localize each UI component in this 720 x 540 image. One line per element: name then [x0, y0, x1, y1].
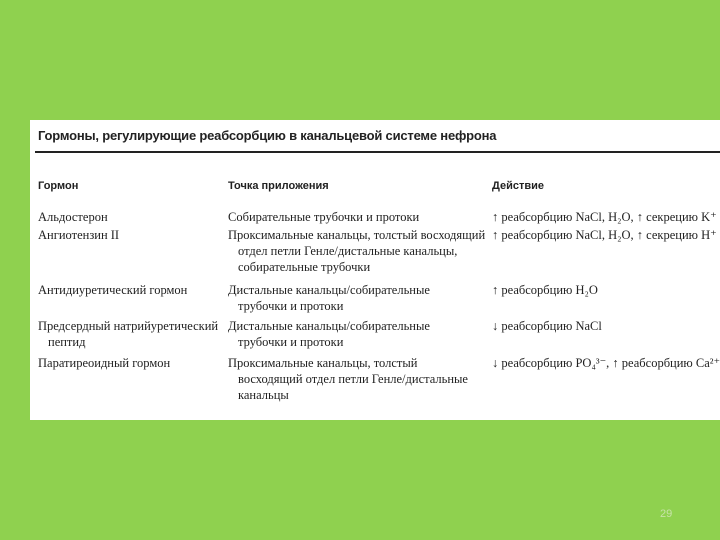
slide-page-number: 29: [660, 508, 673, 520]
action-text: ↑ реабсорбцию NaCl, H₂O, ↑ секрецию K⁺: [492, 210, 717, 224]
action-cell: [492, 227, 717, 243]
site-text: канальцы: [238, 388, 289, 402]
column-header-site: Точка приложения: [228, 180, 329, 192]
title-divider: [35, 151, 720, 153]
hormone-text: Предсердный натрийуретический: [38, 319, 219, 333]
site-text: Проксимальные канальцы, толстый: [228, 356, 418, 370]
site-cell: [228, 282, 488, 314]
action-text: ↑ реабсорбцию H₂O: [492, 283, 598, 297]
site-cell: [228, 318, 488, 350]
site-text: Дистальные канальцы/собирательные: [228, 283, 430, 297]
hormone-cell: [38, 227, 223, 243]
action-cell: [492, 282, 717, 298]
site-cell: [228, 209, 488, 225]
site-text: восходящий отдел петли Генле/дистальные: [238, 372, 468, 386]
action-cell: [492, 209, 717, 225]
site-text: отдел петли Генле/дистальные канальцы,: [238, 244, 458, 258]
site-text: Проксимальные канальцы, толстый восходящий: [228, 228, 486, 242]
hormone-text: пептид: [48, 335, 86, 349]
column-header-action: Действие: [492, 180, 544, 192]
action-text: ↓ реабсорбцию NaCl: [492, 319, 602, 333]
site-text: Дистальные канальцы/собирательные: [228, 319, 430, 333]
column-header-hormone: Гормон: [38, 180, 79, 192]
site-text: трубочки и протоки: [238, 299, 344, 313]
hormone-text: Паратиреоидный гормон: [38, 356, 171, 370]
action-text: ↓ реабсорбцию PO₄³⁻, ↑ реабсорбцию Ca²⁺: [492, 356, 720, 370]
site-text: трубочки и протоки: [238, 335, 344, 349]
site-text: собирательные трубочки: [238, 260, 371, 274]
hormone-text: Альдостерон: [38, 210, 108, 224]
action-cell: [492, 318, 717, 334]
hormone-table-panel: [30, 120, 720, 420]
site-cell: [228, 355, 488, 403]
hormone-cell: [38, 318, 223, 350]
action-cell: [492, 355, 720, 371]
site-text: Собирательные трубочки и протоки: [228, 210, 420, 224]
site-cell: [228, 227, 488, 275]
hormone-text: Ангиотензин II: [38, 228, 120, 242]
hormone-cell: [38, 355, 223, 371]
hormone-cell: [38, 209, 223, 225]
hormone-cell: [38, 282, 223, 298]
hormone-text: Антидиуретический гормон: [38, 283, 188, 297]
action-text: ↑ реабсорбцию NaCl, H₂O, ↑ секрецию H⁺: [492, 228, 717, 242]
table-title: Гормоны, регулирующие реабсорбцию в канальцевой системе нефрона: [38, 128, 497, 143]
